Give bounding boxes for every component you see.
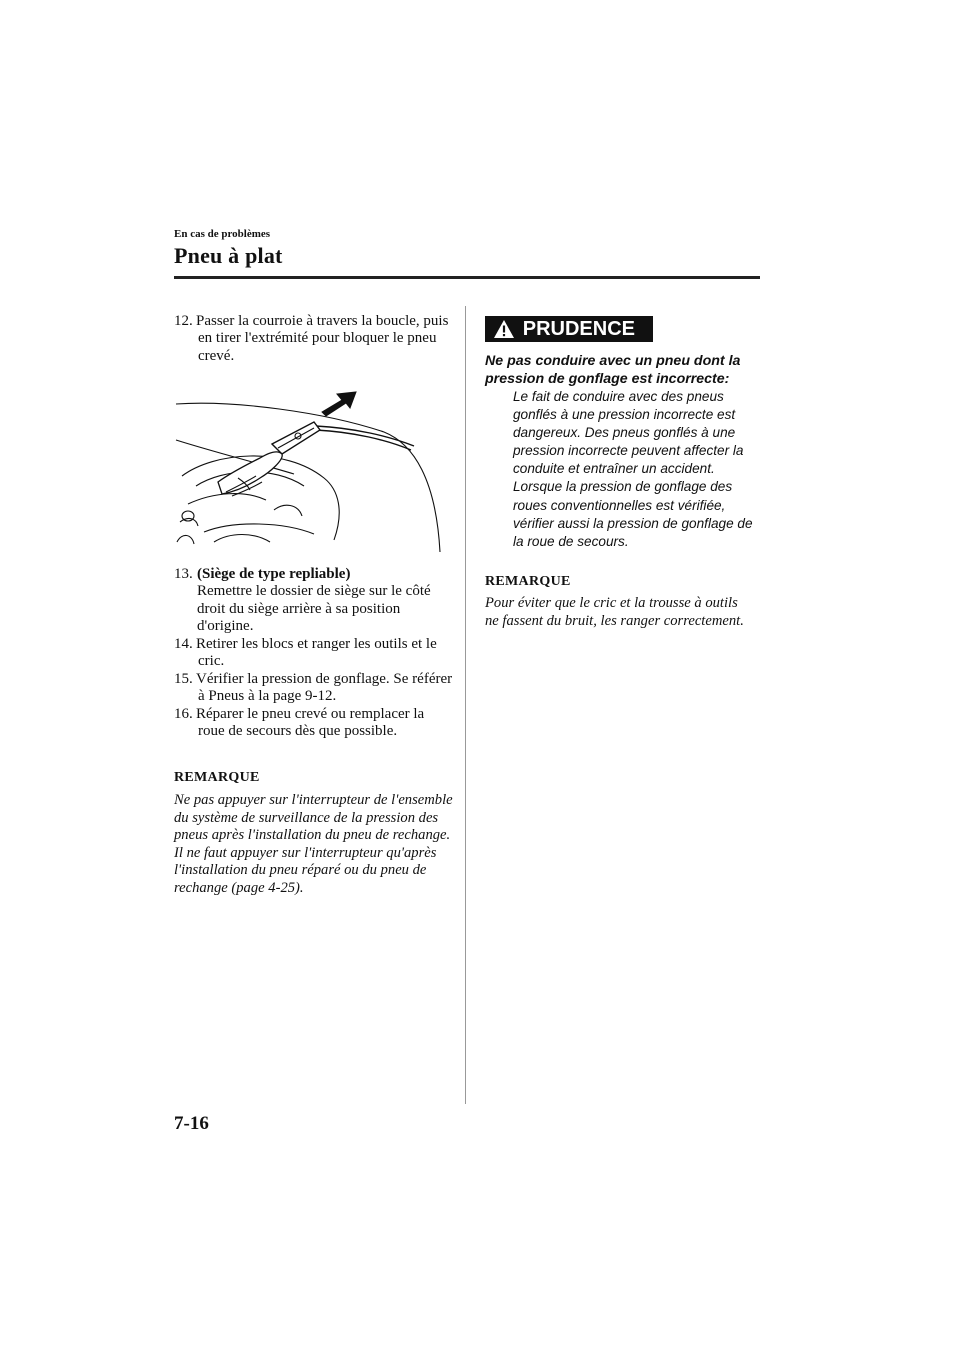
note-title: REMARQUE: [174, 770, 260, 785]
page-number: 7-16: [174, 1113, 209, 1134]
step-13: [174, 566, 454, 636]
caution-banner: [485, 316, 653, 342]
caution-label: PRUDENCE: [522, 318, 635, 340]
note-body: Ne pas appuyer sur l'interrupteur de l'ensemble du système de surveillance de la pression des pneus après l'installation du pneu de rechange. Il ne faut appuyer sur l'interrupteur qu'après l'installation du pneu réparé ou du pneu de rechange (page 4-25).: [174, 792, 453, 896]
step-number: 15.: [174, 671, 193, 687]
step-number: 16.: [174, 706, 193, 722]
header-rule: [174, 276, 760, 279]
strap-buckle-illustration: [174, 382, 448, 558]
section-label: En cas de problèmes: [174, 228, 271, 240]
page-title: Pneu à plat: [174, 243, 283, 268]
column-divider: [465, 306, 466, 1104]
step-12: [174, 313, 454, 365]
step-14: [174, 636, 454, 671]
step-text: Remettre le dossier de siège sur le côté droit du siège arrière à sa position d'origine.: [197, 583, 431, 635]
step-number: 13.: [174, 566, 193, 582]
step-text: Vérifier la pression de gonflage. Se référer à Pneus à la page 9-12.: [196, 671, 453, 705]
step-number: 14.: [174, 636, 193, 652]
caution-body: Le fait de conduire avec des pneus gonflés à une pression incorrecte est dangereux. Des pneus gonflés à une pression incorrecte peuvent affecter la conduite et entraîner un accident. Lorsque la pression de gonflage des roues conventionnelles est vérifiée, vérifier aussi la pression de gonflage de la roue de secours.: [513, 389, 753, 549]
step-qualifier: (Siège de type repliable): [197, 566, 351, 582]
step-text: Retirer les blocs et ranger les outils et le cric.: [196, 636, 437, 670]
note-title: REMARQUE: [485, 574, 571, 589]
step-text: Réparer le pneu crevé ou remplacer la roue de secours dès que possible.: [196, 706, 425, 740]
note-body: Pour éviter que le cric et la trousse à outils ne fassent du bruit, les ranger correctement.: [485, 595, 744, 629]
step-text: Passer la courroie à travers la boucle, puis en tirer l'extrémité pour bloquer le pneu crevé.: [196, 313, 449, 364]
warning-triangle-icon: [493, 319, 515, 339]
step-15: [174, 671, 454, 706]
step-16: [174, 706, 454, 741]
step-number: 12.: [174, 313, 193, 329]
caution-heading: Ne pas conduire avec un pneu dont la pression de gonflage est incorrecte:: [485, 353, 741, 387]
